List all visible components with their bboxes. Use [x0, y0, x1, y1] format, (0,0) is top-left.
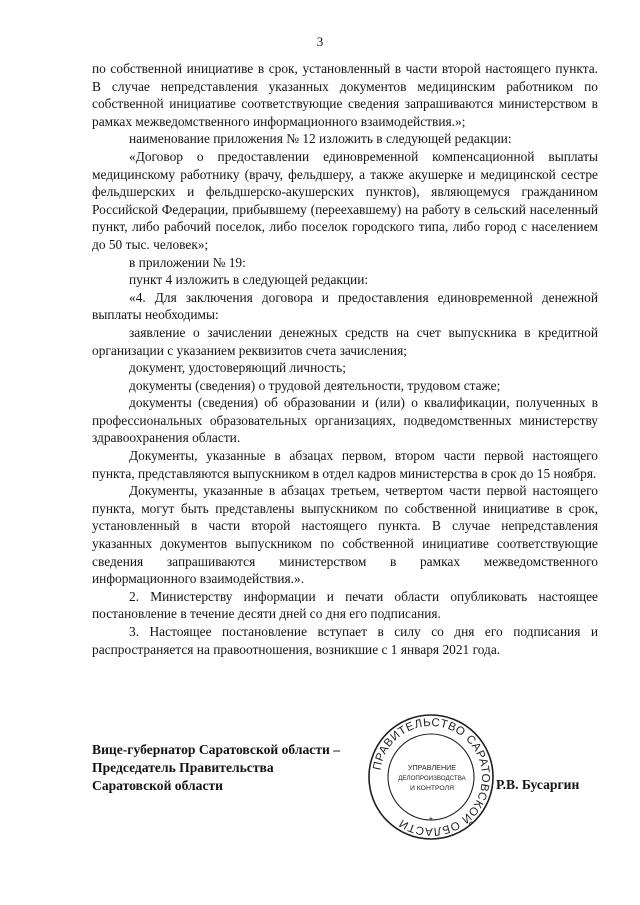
body-paragraph: «4. Для заключения договора и предоставления единовременной денежной выплаты необходимы:	[92, 289, 598, 323]
document-body	[92, 60, 598, 658]
seal-image	[366, 712, 496, 842]
svg-text:*: *	[429, 816, 433, 827]
official-seal	[366, 712, 496, 842]
signature-title-line-3: Саратовской области	[92, 778, 224, 794]
body-paragraph: в приложении № 19:	[129, 254, 246, 270]
signature-title-line-1: Вице-губернатор Саратовской области –	[92, 742, 341, 757]
body-paragraph: «Договор о предоставлении единовременной компенсационной выплаты медицинскому работнику (врачу, фельдшеру, а также акушерке и медицинской сестре фельдшерских и фельдшерско-акушерских пунктов), являющемуся гражданином Российской Федерации, прибывшему (переехавшему) на работу в сельский населенный пункт, либо рабочий поселок, либо поселок городского типа, либо город с населением до 50 тыс. человек»;	[92, 148, 598, 252]
body-paragraph: Документы, указанные в абзацах третьем, четвертом части первой настоящего пункта, могут быть представлены выпускником по собственной инициативе в срок, установленный в части второй настоящего пункта. В случае непредставления указанных документов выпускником по собственной инициативе соответствующие сведения запрашиваются министерством в рамках межведомственного информационного взаимодействия.».	[92, 483, 598, 587]
body-paragraph: Документы, указанные в абзацах первом, втором части первой настоящего пункта, представляются выпускником в отдел кадров министерства в срок до 15 ноября.	[92, 448, 598, 481]
body-paragraph: пункт 4 изложить в следующей редакции:	[129, 272, 369, 288]
seal-center-line-2: ДЕЛОПРОИЗВОДСТВА	[398, 775, 466, 782]
seal-ring-text: ПРАВИТЕЛЬСТВО САРАТОВСКОЙ ОБЛАСТИ	[371, 716, 492, 838]
body-paragraph: 2. Министерству информации и печати области опубликовать настоящее постановление в течение десяти дней со дня его подписания.	[92, 588, 598, 622]
body-paragraph: документы (сведения) об образовании и (или) о квалификации, полученных в профессиональных образовательных организациях, подведомственных министерству здравоохранения области.	[92, 395, 598, 446]
body-paragraph: наименование приложения № 12 изложить в следующей редакции:	[129, 131, 512, 147]
body-paragraph: 3. Настоящее постановление вступает в силу со дня его подписания и распространяется на правоотношения, возникшие с 1 января 2021 года.	[92, 624, 598, 657]
body-paragraph: по собственной инициативе в срок, установленный в части второй настоящего пункта. В случае непредставления указанных документов медицинским работником по собственной инициативе соответствующие сведения запрашиваются министерством в рамках межведомственного информационного взаимодействия.»;	[92, 61, 598, 129]
signature-title	[92, 741, 340, 796]
seal-center-line-1: УПРАВЛЕНИЕ	[407, 763, 457, 772]
signature-title-line-2: Председатель Правительства	[92, 760, 274, 776]
seal-center-line-3: И КОНТРОЛЯ	[410, 785, 454, 792]
body-paragraph: документы (сведения) о трудовой деятельности, трудовом стаже;	[129, 377, 501, 393]
signer-name: Р.В. Бусаргин	[496, 777, 580, 792]
body-paragraph: заявление о зачислении денежных средств на счет выпускника в кредитной организации с указанием реквизитов счета зачисления;	[92, 324, 598, 358]
page-number: 3	[316, 34, 324, 49]
body-paragraph: документ, удостоверяющий личность;	[129, 360, 346, 376]
